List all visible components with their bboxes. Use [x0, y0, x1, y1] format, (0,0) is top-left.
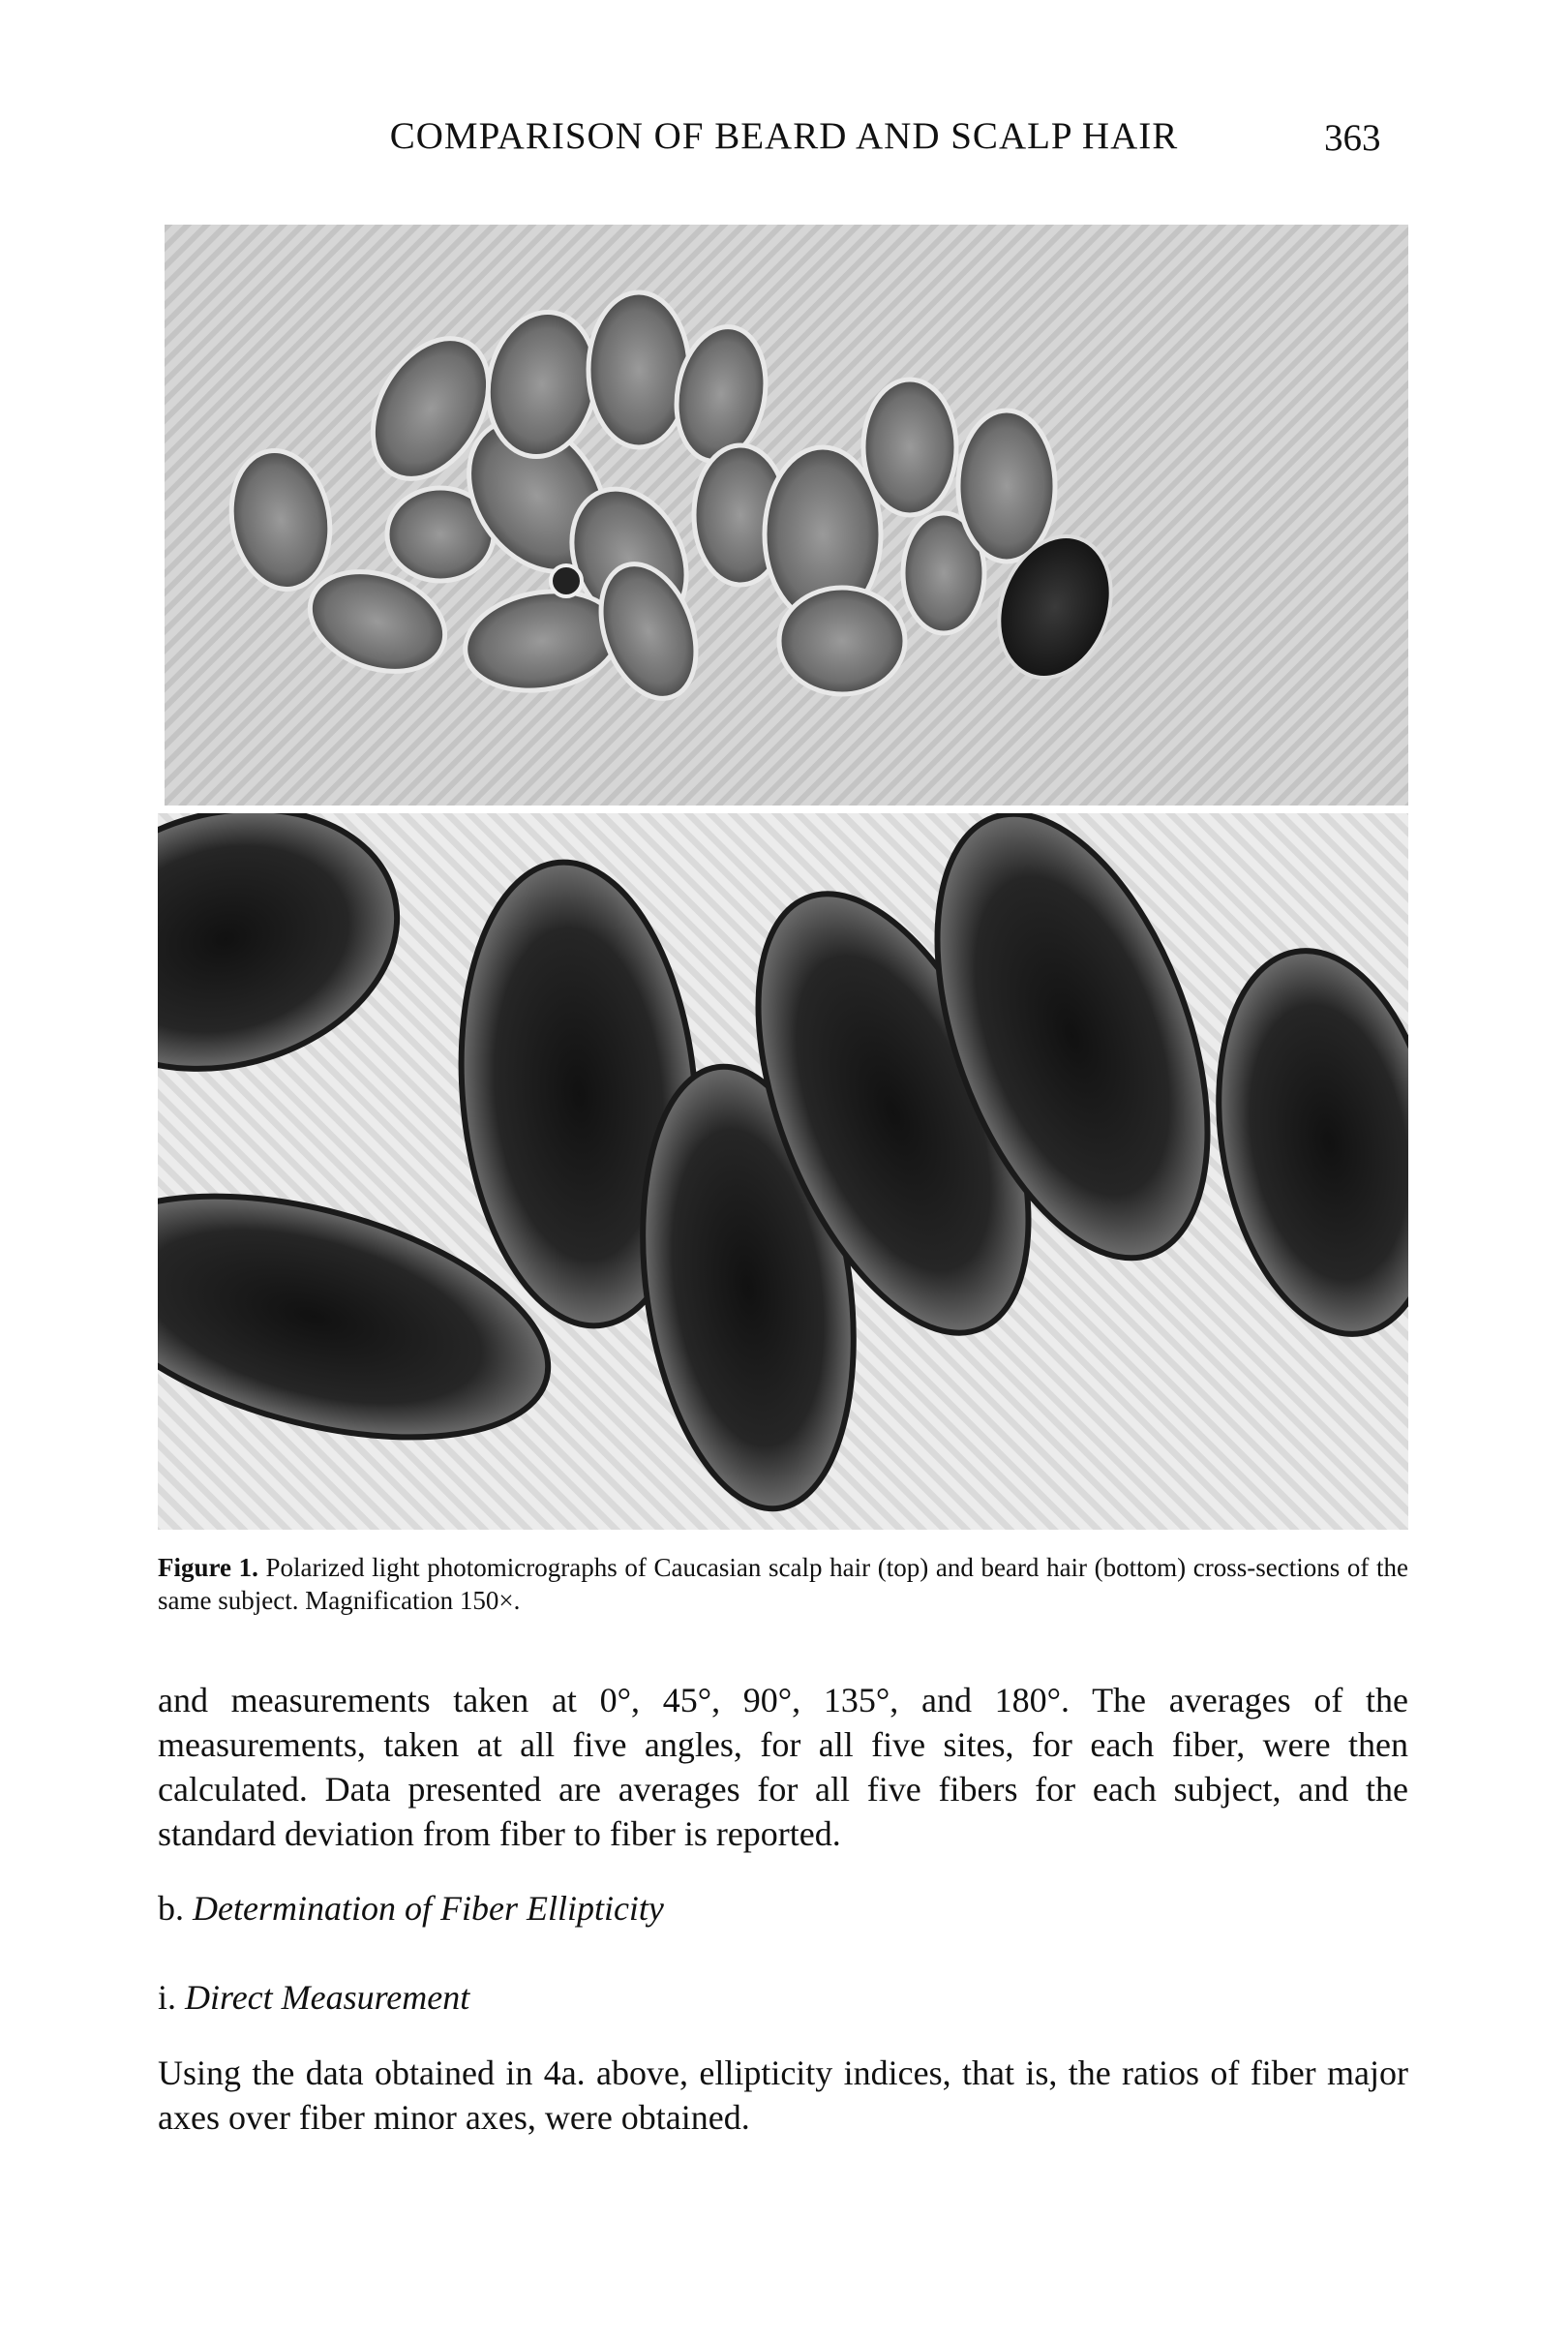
section-heading-b-prefix: b.: [158, 1889, 184, 1928]
subsection-heading-i: [158, 1977, 469, 2018]
subsection-heading-i-prefix: i.: [158, 1978, 177, 2017]
figure-caption: [158, 1551, 1408, 1617]
scalp-hair-image: [165, 225, 1408, 806]
beard-hair-image: [158, 813, 1408, 1530]
body-paragraph-2: Using the data obtained in 4a. above, ellipticity indices, that is, the ratios of fiber major axes over fiber minor axes, were obtained.: [158, 2053, 1408, 2137]
section-heading-b-title: Determination of Fiber Ellipticity: [193, 1889, 664, 1928]
figure-caption-text: Polarized light photomicrographs of Caucasian scalp hair (top) and beard hair (bottom) cross-sections of the same subject. Magnification 150×.: [158, 1553, 1408, 1615]
subsection-heading-i-title: Direct Measurement: [185, 1978, 470, 2017]
page-number: 363: [1324, 117, 1381, 159]
beard-hair-photomicrograph: [158, 813, 1408, 1530]
body-paragraph-1: and measurements taken at 0°, 45°, 90°, 135°, and 180°. The averages of the measurements, taken at all five angles, for all five sites, for each fiber, were then calculated. Data presented are averages for all five fibers for each subject, and the standard deviation from fiber to fiber is reported.: [158, 1681, 1408, 1853]
section-heading-b: [158, 1888, 664, 1929]
figure-caption-label: Figure 1.: [158, 1553, 258, 1582]
running-head: COMPARISON OF BEARD AND SCALP HAIR: [389, 115, 1179, 157]
scalp-hair-photomicrograph: [165, 225, 1408, 806]
